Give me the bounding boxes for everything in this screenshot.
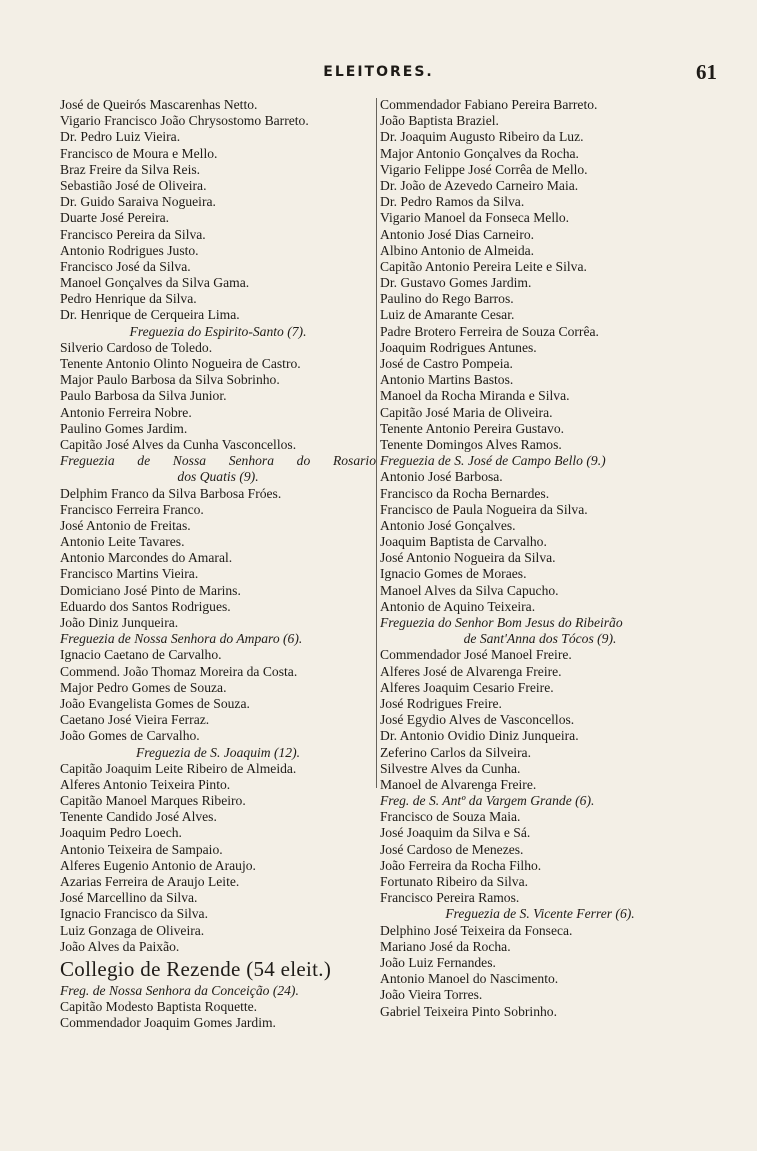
elector-entry: Antonio José Barbosa.: [380, 469, 503, 485]
elector-entry: Francisco Pereira da Silva.: [60, 226, 206, 242]
elector-entry: Antonio Leite Tavares.: [60, 534, 185, 550]
elector-entry: Capitão Joaquim Leite Ribeiro de Almeida.: [60, 760, 297, 776]
elector-entry: Major Pedro Gomes de Souza.: [60, 679, 227, 695]
elector-entry: Manoel de Alvarenga Freire.: [380, 776, 537, 792]
elector-entry: Vigario Francisco João Chrysostomo Barreto.: [60, 113, 309, 129]
elector-entry: Manoel Gonçalves da Silva Gama.: [60, 275, 250, 291]
elector-entry: Francisco Ferreira Franco.: [60, 501, 204, 517]
elector-entry: João Baptista Braziel.: [380, 113, 499, 129]
elector-entry: Duarte José Pereira.: [60, 210, 170, 226]
elector-entry: José Antonio de Freitas.: [60, 517, 191, 533]
elector-entry: Major Paulo Barbosa da Silva Sobrinho.: [60, 372, 280, 388]
elector-entry: Francisco de Souza Maia.: [380, 809, 521, 825]
section-heading: dos Quatis (9).: [177, 469, 259, 485]
elector-entry: Francisco Martins Vieira.: [60, 566, 199, 582]
elector-entry: Antonio Martins Bastos.: [380, 372, 514, 388]
elector-entry: Commendador José Manoel Freire.: [380, 647, 572, 663]
page-title: ELEITORES.: [323, 64, 434, 80]
elector-entry: Capitão José Alves da Cunha Vasconcellos.: [60, 436, 297, 452]
elector-entry: Paulo Barbosa da Silva Junior.: [60, 388, 227, 404]
section-heading: Freguezia de Nossa Senhora do Amparo (6).: [60, 631, 303, 647]
elector-entry: Eduardo dos Santos Rodrigues.: [60, 598, 231, 614]
section-heading: de Sant'Anna dos Tócos (9).: [463, 631, 617, 647]
elector-entry: João Vieira Torres.: [380, 987, 483, 1003]
elector-entry: José de Queirós Mascarenhas Netto.: [60, 97, 258, 112]
elector-entry: Francisco José da Silva.: [60, 258, 191, 274]
elector-entry: Dr. Pedro Luiz Vieira.: [60, 129, 181, 145]
elector-entry: Tenente Antonio Pereira Gustavo.: [380, 420, 565, 436]
elector-entry: Capitão Modesto Baptista Roquette.: [60, 999, 258, 1015]
elector-entry: Francisco Pereira Ramos.: [380, 890, 520, 906]
elector-entry: Alferes José de Alvarenga Freire.: [380, 663, 562, 679]
elector-entry: Francisco de Moura e Mello.: [60, 145, 218, 161]
elector-entry: Silverio Cardoso de Toledo.: [60, 339, 213, 355]
elector-entry: Commend. João Thomaz Moreira da Costa.: [60, 663, 298, 679]
elector-entry: Capitão Manoel Marques Ribeiro.: [60, 793, 246, 809]
elector-entry: Capitão Antonio Pereira Leite e Silva.: [380, 258, 587, 274]
elector-entry: Francisco de Paula Nogueira da Silva.: [380, 501, 588, 517]
elector-entry: Dr. Antonio Ovidio Diniz Junqueira.: [380, 728, 579, 744]
elector-entry: Vigario Manoel da Fonseca Mello.: [380, 210, 570, 226]
elector-entry: Pedro Henrique da Silva.: [60, 291, 197, 307]
elector-entry: Antonio Teixeira de Sampaio.: [60, 841, 223, 857]
elector-entry: Luiz de Amarante Cesar.: [380, 307, 515, 323]
elector-entry: Tenente Candido José Alves.: [60, 809, 217, 825]
elector-entry: João Alves da Paixão.: [60, 938, 180, 954]
elector-entry: Dr. Pedro Ramos da Silva.: [380, 194, 525, 210]
elector-entry: Antonio Marcondes do Amaral.: [60, 550, 233, 566]
elector-entry: João Ferreira da Rocha Filho.: [380, 857, 542, 873]
elector-entry: Dr. João de Azevedo Carneiro Maia.: [380, 177, 579, 193]
elector-entry: Ignacio Caetano de Carvalho.: [60, 647, 222, 663]
elector-entry: Commendador Fabiano Pereira Barreto.: [380, 97, 598, 112]
elector-entry: Major Antonio Gonçalves da Rocha.: [380, 145, 579, 161]
elector-entry: Braz Freire da Silva Reis.: [60, 161, 201, 177]
elector-entry: Ignacio Gomes de Moraes.: [380, 566, 527, 582]
elector-entry: Dr. Joaquim Augusto Ribeiro da Luz.: [380, 129, 584, 145]
elector-entry: José Rodrigues Freire.: [380, 695, 502, 711]
elector-entry: Manoel da Rocha Miranda e Silva.: [380, 388, 570, 404]
elector-entry: Silvestre Alves da Cunha.: [380, 760, 521, 776]
elector-entry: José Egydio Alves de Vasconcellos.: [380, 712, 575, 728]
section-heading: Freguezia de Nossa Senhora do Rosario: [60, 453, 376, 469]
elector-entry: Tenente Domingos Alves Ramos.: [380, 436, 562, 452]
elector-entry: Albino Antonio de Almeida.: [380, 242, 535, 258]
elector-entry: Commendador Joaquim Gomes Jardim.: [60, 1015, 276, 1031]
elector-entry: Ignacio Francisco da Silva.: [60, 906, 208, 922]
elector-entry: Azarias Ferreira de Araujo Leite.: [60, 874, 240, 889]
elector-entry: Joaquim Baptista de Carvalho.: [380, 534, 547, 550]
elector-entry: Alferes Joaquim Cesario Freire.: [380, 679, 554, 695]
section-heading: Freguezia do Espirito-Santo (7).: [129, 323, 307, 339]
elector-entry: José Marcellino da Silva.: [60, 890, 198, 906]
elector-entry: Alferes Antonio Teixeira Pinto.: [60, 776, 231, 792]
elector-entry: Fortunato Ribeiro da Silva.: [380, 874, 529, 889]
elector-entry: Vigario Felippe José Corrêa de Mello.: [380, 161, 588, 177]
section-heading: Freg. de Nossa Senhora da Conceição (24).: [60, 982, 299, 998]
elector-entry: Antonio José Dias Carneiro.: [380, 226, 535, 242]
elector-entry: José Antonio Nogueira da Silva.: [380, 550, 556, 566]
elector-entry: Manoel Alves da Silva Capucho.: [380, 582, 559, 598]
elector-entry: Alferes Eugenio Antonio de Araujo.: [60, 857, 256, 873]
elector-entry: Paulino Gomes Jardim.: [60, 420, 188, 436]
elector-entry: João Evangelista Gomes de Souza.: [60, 695, 250, 711]
elector-entry: Caetano José Vieira Ferraz.: [60, 712, 210, 728]
right-column: [380, 97, 700, 1020]
elector-entry: José Cardoso de Menezes.: [380, 841, 524, 857]
left-column: [60, 97, 376, 1032]
elector-entry: Joaquim Pedro Loech.: [60, 825, 182, 841]
section-heading: Freg. de S. Antº da Vargem Grande (6).: [380, 793, 595, 809]
elector-entry: Tenente Antonio Olinto Nogueira de Castro.: [60, 356, 301, 371]
elector-entry: Antonio José Gonçalves.: [380, 517, 516, 533]
section-heading: Freguezia de S. José de Campo Bello (9.): [380, 453, 606, 469]
elector-entry: José de Castro Pompeia.: [380, 356, 513, 371]
section-heading: Freguezia do Senhor Bom Jesus do Ribeirão: [380, 615, 623, 630]
elector-entry: Zeferino Carlos da Silveira.: [380, 744, 531, 760]
elector-entry: Delphim Franco da Silva Barbosa Fróes.: [60, 485, 282, 501]
college-heading: Collegio de Rezende (54 eleit.): [60, 956, 332, 981]
elector-entry: José Joaquim da Silva e Sá.: [380, 825, 531, 841]
elector-entry: João Diniz Junqueira.: [60, 615, 179, 630]
elector-entry: Antonio Manoel do Nascimento.: [380, 971, 559, 987]
page-number: 61: [696, 60, 717, 84]
elector-entry: Mariano José da Rocha.: [380, 938, 511, 954]
elector-entry: Gabriel Teixeira Pinto Sobrinho.: [380, 1003, 557, 1019]
elector-entry: Sebastião José de Oliveira.: [60, 177, 207, 193]
elector-entry: João Gomes de Carvalho.: [60, 728, 200, 744]
column-divider: [376, 98, 377, 788]
elector-entry: Padre Brotero Ferreira de Souza Corrêa.: [380, 323, 599, 339]
elector-entry: Dr. Guido Saraiva Nogueira.: [60, 194, 216, 210]
elector-entry: Dr. Henrique de Cerqueira Lima.: [60, 307, 240, 323]
elector-entry: Paulino do Rego Barros.: [380, 291, 514, 307]
elector-entry: Joaquim Rodrigues Antunes.: [380, 339, 537, 355]
elector-entry: Domiciano José Pinto de Marins.: [60, 582, 241, 598]
section-heading: Freguezia de S. Vicente Ferrer (6).: [445, 906, 635, 922]
elector-entry: Luiz Gonzaga de Oliveira.: [60, 922, 205, 938]
elector-entry: Delphino José Teixeira da Fonseca.: [380, 922, 573, 938]
elector-entry: Francisco da Rocha Bernardes.: [380, 485, 550, 501]
elector-entry: Capitão José Maria de Oliveira.: [380, 404, 553, 420]
elector-entry: Dr. Gustavo Gomes Jardim.: [380, 275, 532, 291]
elector-entry: Antonio Rodrigues Justo.: [60, 242, 199, 258]
elector-entry: João Luiz Fernandes.: [380, 954, 496, 970]
elector-entry: Antonio Ferreira Nobre.: [60, 404, 192, 420]
section-heading: Freguezia de S. Joaquim (12).: [135, 744, 301, 760]
elector-entry: Antonio de Aquino Teixeira.: [380, 598, 536, 614]
